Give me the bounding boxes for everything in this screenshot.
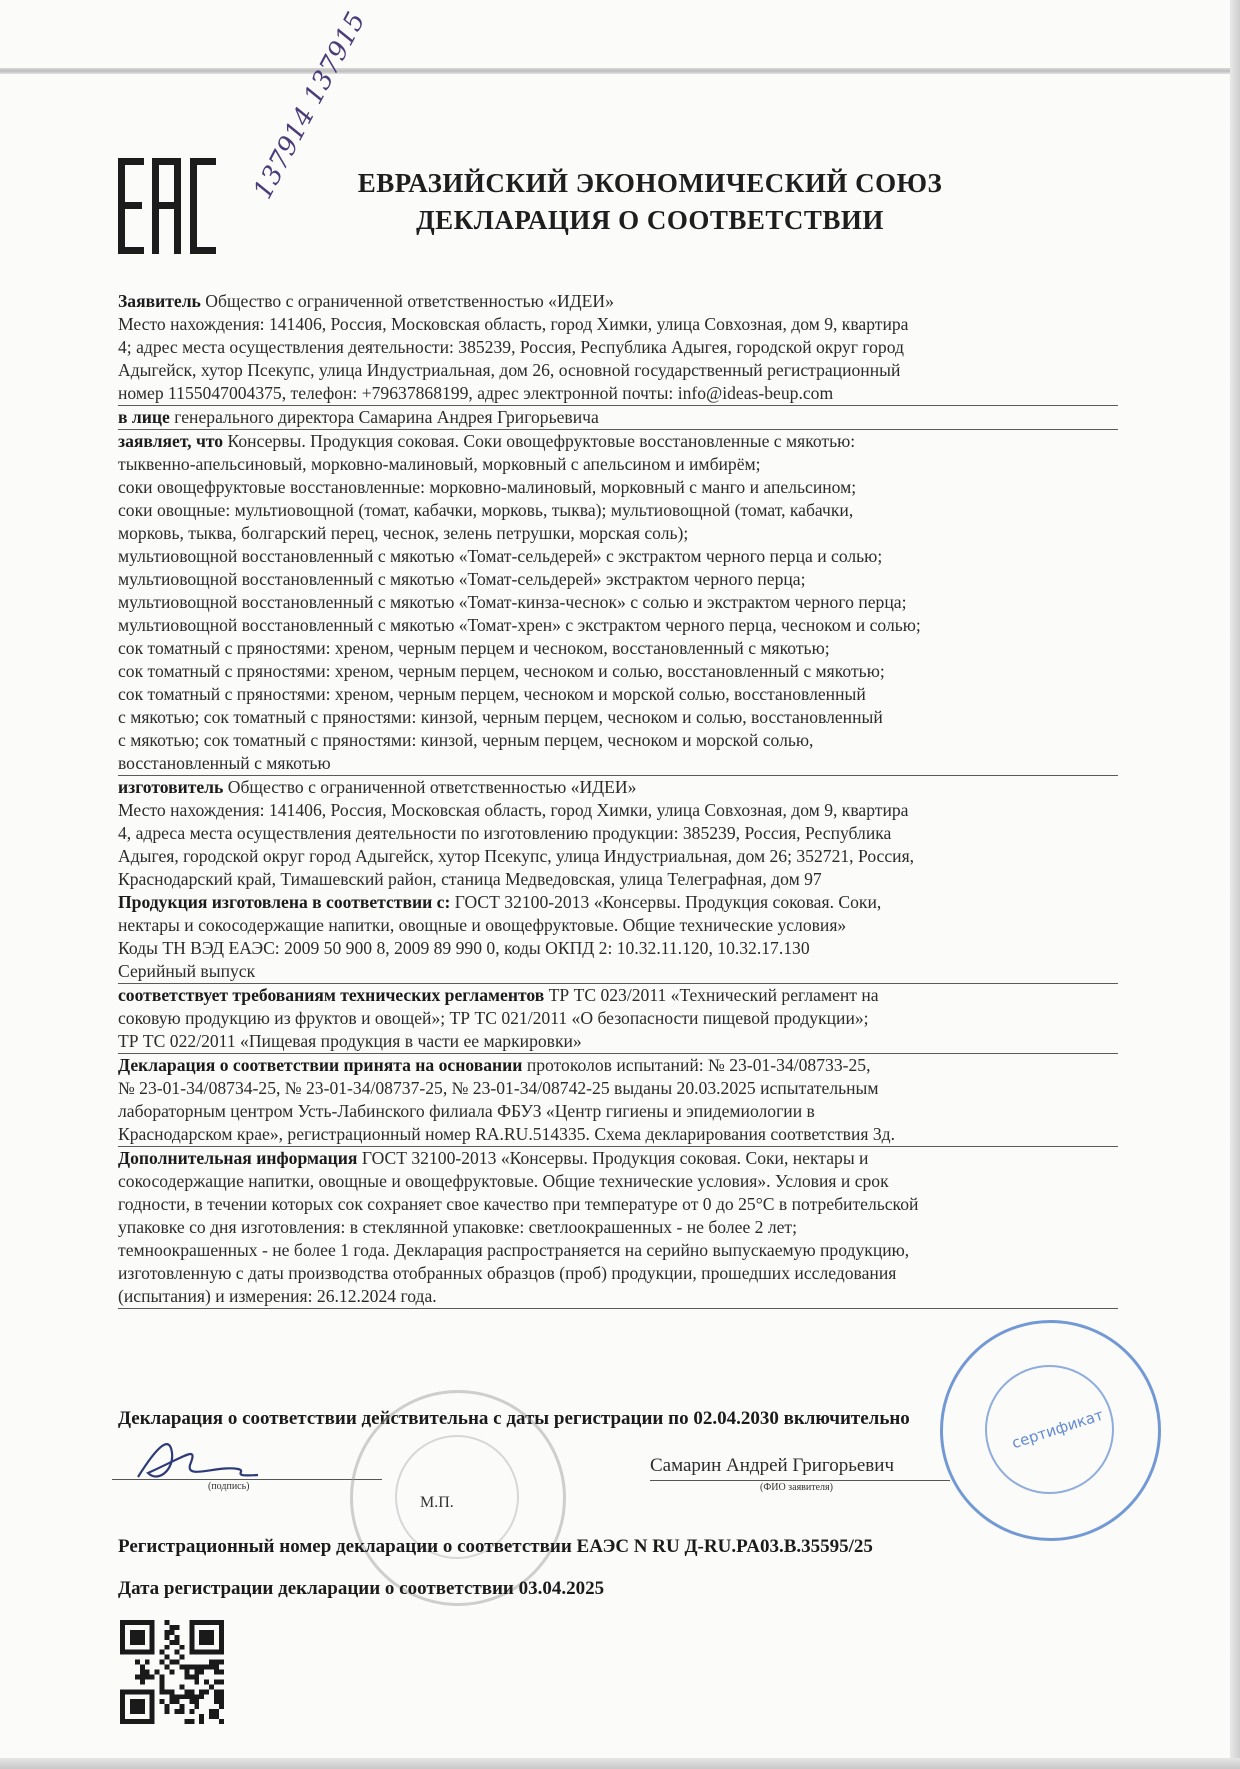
additional-info-text: ГОСТ 32100-2013 «Консервы. Продукция соковая. Соки, нектары и (357, 1148, 869, 1168)
product-line: сок томатный с пряностями: хреном, черным перцем, чесноком и морской солью, восстановленный (118, 684, 866, 704)
qr-module (219, 1694, 224, 1699)
basis-detail-line: лабораторным центром Усть-Лабинского филиала ФБУЗ «Центр гигиены и эпидемиологии в (118, 1101, 815, 1121)
product-line: сок томатный с пряностями: хреном, черным перцем и чесноком, восстановленный с мякотью; (118, 638, 830, 658)
qr-module (174, 1699, 179, 1704)
qr-module (170, 1694, 175, 1699)
qr-module (219, 1689, 224, 1694)
applicant-address-line: номер 1155047004375, телефон: +79637868199, адрес электронной почты: info@ideas-beup.com (118, 382, 1118, 406)
scan-edge-bottom (0, 1758, 1240, 1769)
signature-rule (112, 1479, 382, 1480)
qr-module (165, 1665, 170, 1670)
qr-module (199, 1670, 204, 1675)
company-stamp-text: сертификат (1009, 1405, 1106, 1453)
representative-text: генерального директора Самарина Андрея Григорьевича (169, 407, 599, 427)
applicant-label: Заявитель (118, 291, 201, 311)
qr-module (189, 1709, 194, 1714)
registration-number: Регистрационный номер декларации о соответствии ЕАЭС N RU Д-RU.PA03.B.35595/25 (118, 1536, 873, 1557)
signatory-name: Самарин Андрей Григорьевич (650, 1455, 894, 1476)
qr-module (170, 1670, 175, 1675)
document-title: ДЕКЛАРАЦИЯ О СООТВЕТСТВИИ (416, 205, 884, 235)
qr-module (214, 1699, 219, 1704)
produced-per-detail-line: Серийный выпуск (118, 960, 1118, 984)
additional-info-detail-line: упаковке со дня изготовления: в стеклянной упаковке: светлоокрашенных - не более 2 лет; (118, 1217, 798, 1237)
manufacturer-address-line: Место нахождения: 141406, Россия, Московская область, город Химки, улица Совхозная, дом 9, квартира (118, 800, 909, 820)
produced-per-label: Продукция изготовлена в соответствии с: (118, 892, 451, 912)
manufacturer-address-line: 4, адреса места осуществления деятельности по изготовлению продукции: 385239, Россия, Республика (118, 823, 892, 843)
additional-info-detail-line: изготовленную с даты производства отобранных образцов (проб) продукции, прошедших исследования (118, 1263, 897, 1283)
declares-text: Консервы. Продукция соковая. Соки овощефруктовые восстановленные с мякотью: (223, 431, 856, 451)
qr-finder (130, 1630, 145, 1645)
basis-text: протоколов испытаний: № 23-01-34/08733-25, (522, 1055, 871, 1075)
qr-module (214, 1714, 219, 1719)
signatory-rule (650, 1480, 950, 1481)
seal-caption: М.П. (420, 1494, 454, 1511)
product-line: морковь, тыква, болгарский перец, чеснок, зелень петрушки, морская соль); (118, 523, 689, 543)
qr-module (219, 1719, 224, 1724)
qr-module (184, 1670, 189, 1675)
compliance-text: ТР ТС 023/2011 «Технический регламент на (544, 985, 879, 1005)
qr-module (170, 1625, 175, 1630)
qr-module (179, 1694, 184, 1699)
basis-label: Декларация о соответствии принята на основании (118, 1055, 523, 1075)
additional-info-detail-line: (испытания) и измерения: 26.12.2024 года. (118, 1285, 1118, 1309)
manufacturer-line (118, 776, 1118, 799)
qr-module (214, 1670, 219, 1675)
qr-module (145, 1660, 150, 1665)
qr-code (120, 1620, 224, 1724)
additional-info-line (118, 1147, 1118, 1170)
qr-module (179, 1704, 184, 1709)
qr-module (160, 1689, 165, 1694)
compliance-label: соответствует требованиям технических регламентов (118, 985, 545, 1005)
additional-info-detail-line: сокосодержащие напитки, овощные и овощефруктовые. Общие технические условия». Условия и срок (118, 1171, 889, 1191)
qr-module (170, 1640, 175, 1645)
compliance-detail-line: ТР ТС 022/2011 «Пищевая продукция в части ее маркировки» (118, 1030, 1118, 1054)
qr-module (189, 1694, 194, 1699)
produced-per-detail-line: нектары и сокосодержащие напитки, овощные и овощефруктовые. Общие технические условия» (118, 915, 847, 935)
qr-module (165, 1689, 170, 1694)
qr-module (219, 1670, 224, 1675)
qr-module (209, 1665, 214, 1670)
product-line: мультиовощной восстановленный с мякотью «Томат-хрен» с экстрактом черного перца, чесноком и солью; (118, 615, 921, 635)
qr-module (170, 1660, 175, 1665)
product-line: тыквенно-апельсиновый, морковно-малиновый, морковный с апельсином и имбирём; (118, 454, 761, 474)
qr-module (219, 1679, 224, 1684)
qr-module (150, 1674, 155, 1679)
qr-module (165, 1620, 170, 1625)
qr-module (155, 1670, 160, 1675)
manufacturer-address-line: Адыгея, городской округ город Адыгейск, хутор Псекупс, улица Индустриальная, дом 26; 352721, Россия, (118, 846, 915, 866)
qr-module (199, 1714, 204, 1719)
qr-module (204, 1665, 209, 1670)
eac-logo (118, 158, 218, 254)
qr-module (194, 1694, 199, 1699)
qr-module (184, 1694, 189, 1699)
qr-module (184, 1719, 189, 1724)
qr-module (204, 1689, 209, 1694)
qr-module (189, 1674, 194, 1679)
qr-module (165, 1635, 170, 1640)
declaration-body (118, 290, 1118, 1309)
basis-detail-line: Краснодарском крае», регистрационный номер RA.RU.514335. Схема декларирования соответствия 3д. (118, 1123, 1118, 1147)
scan-edge-right (1230, 0, 1240, 1769)
produced-per-text: ГОСТ 32100-2013 «Консервы. Продукция соковая. Соки, (450, 892, 882, 912)
qr-module (165, 1709, 170, 1714)
qr-module (179, 1684, 184, 1689)
qr-module (160, 1674, 165, 1679)
qr-module (194, 1670, 199, 1675)
qr-finder (199, 1630, 214, 1645)
qr-module (209, 1709, 214, 1714)
qr-module (174, 1650, 179, 1655)
registration-date: Дата регистрации декларации о соответствии 03.04.2025 (118, 1578, 605, 1599)
qr-module (170, 1630, 175, 1635)
declares-line (118, 430, 1118, 453)
qr-module (160, 1650, 165, 1655)
qr-module (189, 1719, 194, 1724)
manufacturer-address-line: Краснодарский край, Тимашевский район, станица Медведовская, улица Телеграфная, дом 97 (118, 869, 822, 889)
compliance-line (118, 984, 1118, 1007)
qr-module (214, 1694, 219, 1699)
product-line: с мякотью; сок томатный с пряностями: кинзой, черным перцем, чесноком и солью, восстановленный (118, 707, 883, 727)
qr-module (140, 1670, 145, 1675)
qr-module (140, 1674, 145, 1679)
qr-module (184, 1665, 189, 1670)
additional-info-label: Дополнительная информация (118, 1148, 358, 1168)
applicant-line (118, 290, 1118, 313)
qr-module (199, 1689, 204, 1694)
qr-module (194, 1674, 199, 1679)
manufacturer-name: Общество с ограниченной ответственностью «ИДЕИ» (223, 777, 637, 797)
qr-module (219, 1660, 224, 1665)
qr-module (214, 1665, 219, 1670)
qr-module (165, 1630, 170, 1635)
qr-module (214, 1689, 219, 1694)
qr-module (174, 1625, 179, 1630)
product-line: мультиовощной восстановленный с мякотью «Томат-сельдерей» экстрактом черного перца; (118, 569, 806, 589)
representative-line (118, 406, 1118, 430)
qr-module (179, 1645, 184, 1650)
qr-module (219, 1699, 224, 1704)
qr-module (214, 1709, 219, 1714)
qr-module (165, 1704, 170, 1709)
product-line: мультиовощной восстановленный с мякотью «Томат-кинза-чеснок» с солью и экстрактом черного перца; (118, 592, 907, 612)
qr-module (145, 1670, 150, 1675)
qr-module (135, 1674, 140, 1679)
qr-module (170, 1689, 175, 1694)
manufacturer-label: изготовитель (118, 777, 224, 797)
signatory-caption: (ФИО заявителя) (760, 1482, 833, 1493)
qr-module (174, 1709, 179, 1714)
additional-info-detail-line: годности, в течении которых сок сохраняет свое качество при температуре от 0 до 25°С в потребительской (118, 1194, 919, 1214)
additional-info-detail-line: темноокрашенных - не более 1 года. Декларация распространяется на серийно выпускаемую продукцию, (118, 1240, 910, 1260)
handwritten-note: 137914 137915 (248, 7, 372, 205)
qr-module (145, 1674, 150, 1679)
qr-module (179, 1655, 184, 1660)
qr-module (160, 1679, 165, 1684)
applicant-name: Общество с ограниченной ответственностью «ИДЕИ» (200, 291, 614, 311)
qr-module (214, 1679, 219, 1684)
qr-module (174, 1694, 179, 1699)
qr-module (140, 1679, 145, 1684)
qr-module (189, 1665, 194, 1670)
qr-module (174, 1660, 179, 1665)
qr-module (184, 1689, 189, 1694)
product-line: соки овощефруктовые восстановленные: морковно-малиновый, морковный с манго и апельсином; (118, 477, 857, 497)
qr-module (135, 1660, 140, 1665)
produced-per-detail-line: Коды ТН ВЭД ЕАЭС: 2009 50 900 8, 2009 89 990 0, коды ОКПД 2: 10.32.11.120, 10.32.17.130 (118, 938, 810, 958)
qr-module (179, 1665, 184, 1670)
qr-module (160, 1684, 165, 1689)
compliance-detail-line: соковую продукцию из фруктов и овощей»; ТР ТС 021/2011 «О безопасности пищевой продукции»; (118, 1008, 869, 1028)
qr-module (209, 1714, 214, 1719)
scan-shadow-top (0, 68, 1240, 74)
qr-module (165, 1655, 170, 1660)
qr-module (140, 1665, 145, 1670)
basis-detail-line: № 23-01-34/08734-25, № 23-01-34/08737-25, № 23-01-34/08742-25 выданы 20.03.2025 испытательным (118, 1078, 879, 1098)
qr-module (209, 1684, 214, 1689)
qr-module (214, 1660, 219, 1665)
produced-per-line (118, 891, 1118, 914)
qr-module (194, 1699, 199, 1704)
declares-label: заявляет, что (118, 431, 224, 451)
qr-module (179, 1709, 184, 1714)
qr-module (184, 1674, 189, 1679)
representative-label: в лице (118, 407, 170, 427)
product-line: сок томатный с пряностями: хреном, черным перцем, чесноком и солью, восстановленный с мякотью; (118, 661, 885, 681)
product-line: мультиовощной восстановленный с мякотью «Томат-сельдерей» с экстрактом черного перца и солью; (118, 546, 883, 566)
signature-caption: (подпись) (208, 1481, 250, 1492)
basis-line (118, 1054, 1118, 1077)
applicant-address-line: 4; адрес места осуществления деятельности: 385239, Россия, Республика Адыгея, городской округ город (118, 337, 904, 357)
product-line: с мякотью; сок томатный с пряностями: кинзой, черным перцем, чесноком и морской солью, (118, 730, 814, 750)
qr-module (174, 1635, 179, 1640)
product-line: соки овощные: мультиовощной (томат, кабачки, морковь, тыква); мультиовощной (томат, кабачки, (118, 500, 854, 520)
qr-module (209, 1660, 214, 1665)
validity-statement: Декларация о соответствии действительна с даты регистрации по 02.04.2030 включительно (118, 1408, 910, 1429)
qr-module (189, 1699, 194, 1704)
qr-module (174, 1640, 179, 1645)
applicant-address-line: Адыгейск, хутор Псекупс, улица Индустриальная, дом 26, основной государственный регистрационный (118, 360, 901, 380)
qr-module (160, 1699, 165, 1704)
qr-module (194, 1665, 199, 1670)
qr-module (199, 1665, 204, 1670)
qr-module (199, 1694, 204, 1699)
applicant-address-line: Место нахождения: 141406, Россия, Московская область, город Химки, улица Совхозная, дом 9, квартира (118, 314, 909, 334)
qr-module (160, 1660, 165, 1665)
qr-module (194, 1704, 199, 1709)
qr-module (199, 1719, 204, 1724)
qr-module (189, 1689, 194, 1694)
qr-module (165, 1645, 170, 1650)
union-title: ЕВРАЗИЙСКИЙ ЭКОНОМИЧЕСКИЙ СОЮЗ (357, 168, 943, 198)
qr-module (204, 1679, 209, 1684)
qr-module (194, 1679, 199, 1684)
qr-module (170, 1699, 175, 1704)
qr-module (219, 1704, 224, 1709)
qr-finder (130, 1699, 145, 1714)
product-line: восстановленный с мякотью (118, 752, 1118, 776)
